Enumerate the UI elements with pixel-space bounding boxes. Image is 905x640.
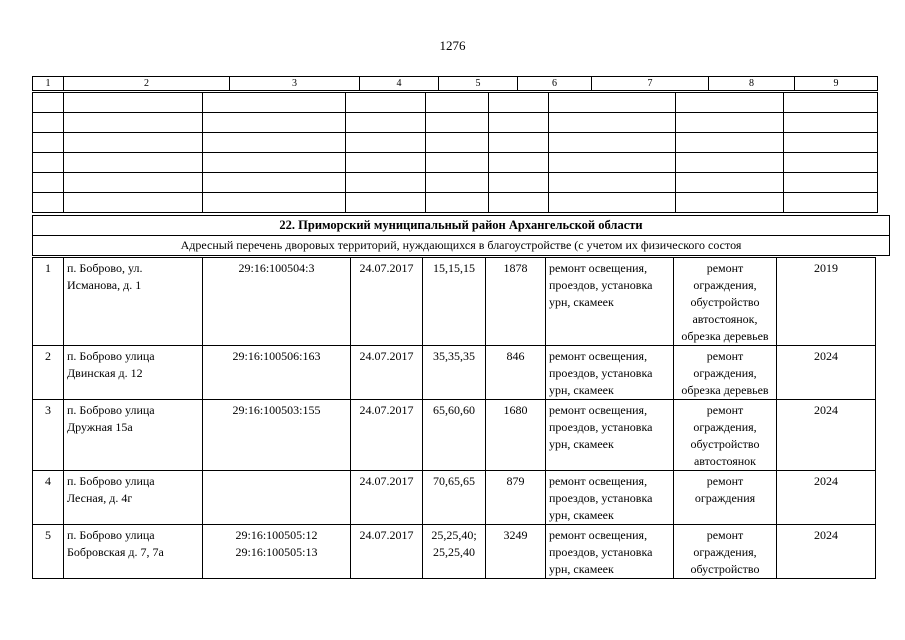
cell-area <box>423 258 486 346</box>
cell-minimum-works-line: проездов, установка <box>549 278 653 292</box>
cell-minimum-works-line: проездов, установка <box>549 420 653 434</box>
table-row <box>33 400 876 471</box>
cell-additional-works-line: ограждения, <box>693 420 757 434</box>
cell-additional-works <box>674 346 777 400</box>
cell-minimum-works-line: проездов, установка <box>549 545 653 559</box>
header-row <box>33 77 878 91</box>
cell-number: 4 <box>33 471 64 525</box>
cell-additional-works-line: ремонт <box>706 349 744 363</box>
cell-address <box>64 525 203 579</box>
cell-number: 5 <box>33 525 64 579</box>
cell-area-line: 25,25,40; <box>431 528 477 542</box>
cell-additional-works-line: ограждения, <box>693 278 757 292</box>
cell-date: 24.07.2017 <box>351 400 423 471</box>
cell-area-line: 65,60,60 <box>433 403 475 417</box>
cell-area <box>423 525 486 579</box>
cell-date: 24.07.2017 <box>351 471 423 525</box>
cell-additional-works-line: автостоянок, <box>692 312 758 326</box>
cell-minimum-works <box>546 400 674 471</box>
cell-cadastral-number <box>203 525 351 579</box>
cell-additional-works-line: обрезка деревьев <box>681 383 769 397</box>
column-number-header <box>32 76 878 91</box>
cell-address <box>64 258 203 346</box>
cell-minimum-works-line: ремонт освещения, <box>549 349 648 363</box>
table-row <box>33 346 876 400</box>
header-col-3: 3 <box>230 77 360 91</box>
cell-additional-works-line: ремонт <box>706 261 744 275</box>
cell-address-line: Лесная, д. 4г <box>67 491 133 505</box>
header-col-1: 1 <box>33 77 64 91</box>
empty-row <box>33 93 878 113</box>
cell-address-line: Дружная 15а <box>67 420 133 434</box>
cell-minimum-works-line: проездов, установка <box>549 366 653 380</box>
cell-people-count: 846 <box>486 346 546 400</box>
cell-address-line: п. Боброво, ул. <box>67 261 143 275</box>
empty-row <box>33 153 878 173</box>
cell-minimum-works <box>546 258 674 346</box>
cell-number: 2 <box>33 346 64 400</box>
cell-additional-works-line: обустройство <box>690 437 760 451</box>
page-number: 1276 <box>439 38 466 53</box>
cell-cadastral-number <box>203 346 351 400</box>
cell-address <box>64 400 203 471</box>
cell-additional-works <box>674 525 777 579</box>
cell-address-line: Бобровская д. 7, 7а <box>67 545 164 559</box>
cell-cadastral-number <box>203 471 351 525</box>
empty-row <box>33 133 878 153</box>
cell-cadastral-number-line: 29:16:100505:12 <box>235 528 318 542</box>
cell-minimum-works-line: ремонт освещения, <box>549 403 648 417</box>
cell-date: 24.07.2017 <box>351 525 423 579</box>
empty-row <box>33 193 878 213</box>
cell-year: 2024 <box>777 346 876 400</box>
cell-additional-works-line: ограждения, <box>693 545 757 559</box>
cell-address <box>64 471 203 525</box>
cell-cadastral-number-line: 29:16:100505:13 <box>235 545 318 559</box>
cell-people-count: 3249 <box>486 525 546 579</box>
section-header <box>32 215 890 256</box>
empty-rows-table <box>32 92 878 213</box>
cell-address-line: Исманова, д. 1 <box>67 278 142 292</box>
cell-address-line: п. Боброво улица <box>67 403 155 417</box>
cell-minimum-works <box>546 346 674 400</box>
cell-additional-works-line: ремонт <box>706 528 744 542</box>
cell-address-line: п. Боброво улица <box>67 474 155 488</box>
cell-number: 1 <box>33 258 64 346</box>
cell-minimum-works-line: урн, скамеек <box>549 562 614 576</box>
cell-minimum-works-line: ремонт освещения, <box>549 474 648 488</box>
cell-number: 3 <box>33 400 64 471</box>
cell-area-line: 70,65,65 <box>433 474 475 488</box>
table-row <box>33 525 876 579</box>
cell-cadastral-number <box>203 258 351 346</box>
section-subtitle: Адресный перечень дворовых территорий, нуждающихся в благоустройстве (с учетом их физического состоя <box>33 236 890 256</box>
header-col-9: 9 <box>795 77 878 91</box>
cell-additional-works <box>674 258 777 346</box>
header-col-6: 6 <box>518 77 592 91</box>
data-table <box>32 257 876 579</box>
cell-additional-works-line: ограждения, <box>693 366 757 380</box>
cell-address <box>64 346 203 400</box>
header-col-2: 2 <box>64 77 230 91</box>
cell-minimum-works-line: ремонт освещения, <box>549 528 648 542</box>
cell-additional-works <box>674 400 777 471</box>
cell-area <box>423 400 486 471</box>
cell-area <box>423 346 486 400</box>
header-col-8: 8 <box>709 77 795 91</box>
cell-year: 2024 <box>777 471 876 525</box>
cell-minimum-works-line: проездов, установка <box>549 491 653 505</box>
table-row <box>33 258 876 346</box>
cell-cadastral-number-line: 29:16:100503:155 <box>232 403 321 417</box>
cell-additional-works-line: обрезка деревьев <box>681 329 769 343</box>
cell-cadastral-number-line: 29:16:100506:163 <box>232 349 321 363</box>
cell-address-line: п. Боброво улица <box>67 349 155 363</box>
cell-additional-works-line: ремонт <box>706 474 744 488</box>
header-col-4: 4 <box>360 77 439 91</box>
section-title: 22. Приморский муниципальный район Архангельской области <box>33 216 890 236</box>
cell-area-line: 35,35,35 <box>433 349 475 363</box>
cell-cadastral-number-line: 29:16:100504:3 <box>238 261 315 275</box>
table-row <box>33 471 876 525</box>
cell-minimum-works-line: урн, скамеек <box>549 508 614 522</box>
cell-minimum-works <box>546 525 674 579</box>
empty-row <box>33 173 878 193</box>
header-col-5: 5 <box>439 77 518 91</box>
cell-area <box>423 471 486 525</box>
cell-year: 2019 <box>777 258 876 346</box>
cell-additional-works-line: обустройство <box>690 562 760 576</box>
cell-year: 2024 <box>777 400 876 471</box>
cell-minimum-works-line: ремонт освещения, <box>549 261 648 275</box>
cell-date: 24.07.2017 <box>351 258 423 346</box>
cell-minimum-works <box>546 471 674 525</box>
empty-row <box>33 113 878 133</box>
cell-date: 24.07.2017 <box>351 346 423 400</box>
cell-people-count: 1878 <box>486 258 546 346</box>
cell-minimum-works-line: урн, скамеек <box>549 383 614 397</box>
cell-additional-works-line: автостоянок <box>693 454 757 468</box>
cell-cadastral-number <box>203 400 351 471</box>
cell-additional-works-line: обустройство <box>690 295 760 309</box>
cell-minimum-works-line: урн, скамеек <box>549 295 614 309</box>
cell-area-line: 15,15,15 <box>433 261 475 275</box>
cell-additional-works-line: ограждения <box>694 491 756 505</box>
header-col-7: 7 <box>592 77 709 91</box>
cell-additional-works-line: ремонт <box>706 403 744 417</box>
cell-address-line: п. Боброво улица <box>67 528 155 542</box>
cell-people-count: 879 <box>486 471 546 525</box>
cell-year: 2024 <box>777 525 876 579</box>
cell-area-line: 25,25,40 <box>433 545 475 559</box>
cell-people-count: 1680 <box>486 400 546 471</box>
cell-additional-works <box>674 471 777 525</box>
cell-minimum-works-line: урн, скамеек <box>549 437 614 451</box>
cell-address-line: Двинская д. 12 <box>67 366 143 380</box>
